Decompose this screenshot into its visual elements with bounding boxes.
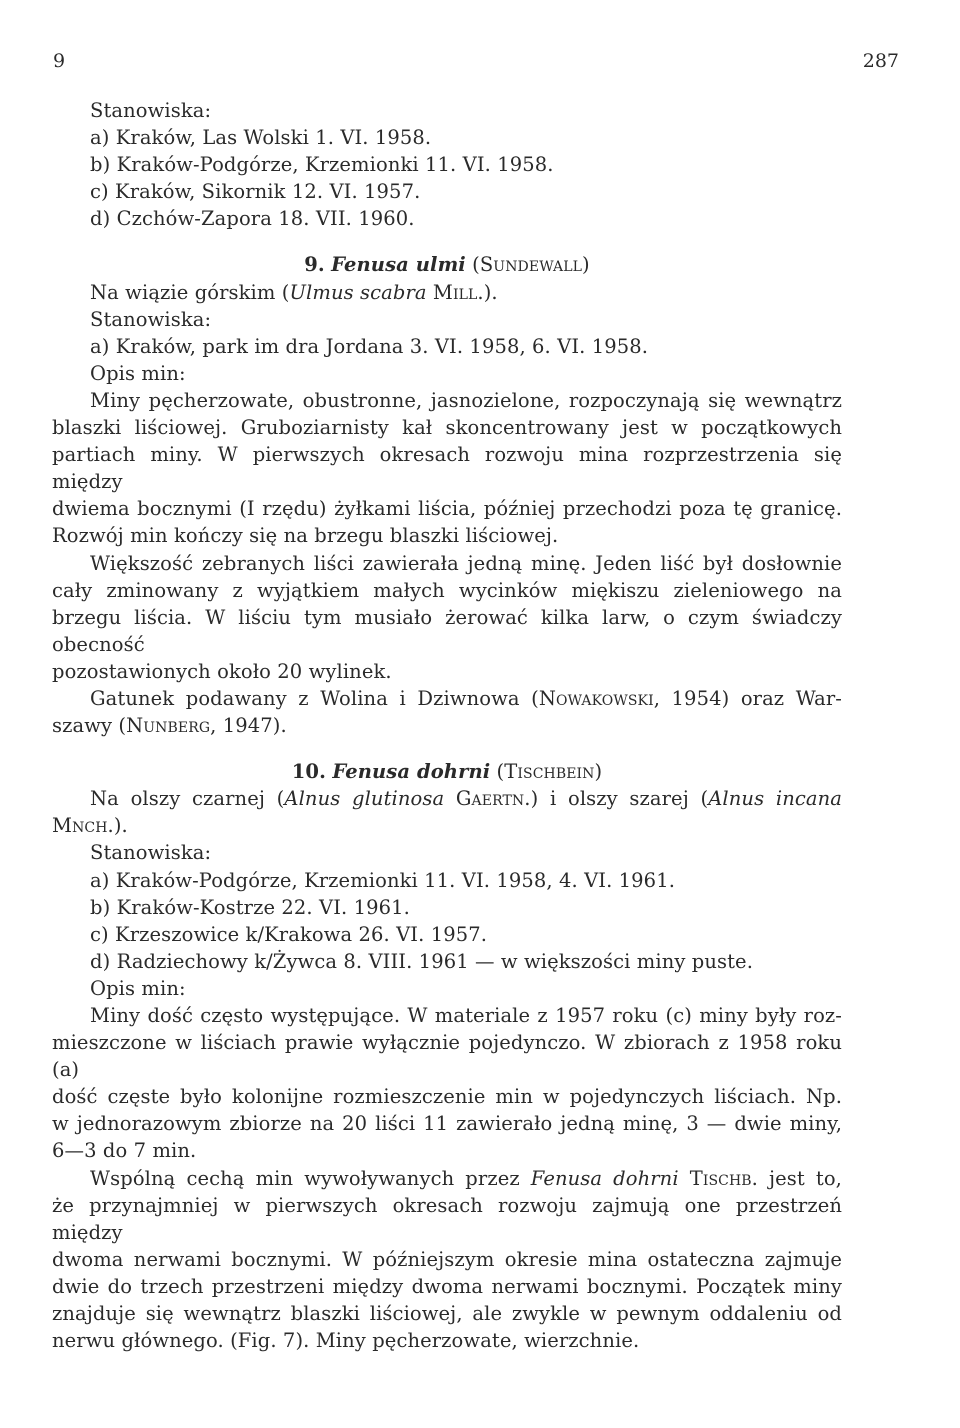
species-author: Sundewall bbox=[479, 253, 582, 277]
locality-item: b) Kraków-Kostrze 22. VI. 1961. bbox=[90, 895, 410, 919]
paragraph-line bbox=[52, 712, 842, 739]
host-author: Mnch. bbox=[52, 814, 114, 838]
text-run: , 1947). bbox=[210, 714, 287, 738]
host-text: Na wiązie górskim ( bbox=[90, 280, 290, 304]
paragraph-line: znajduje się wewnątrz blaszki liściowej, ale zwykle w pewnym oddaleniu od bbox=[52, 1302, 842, 1326]
opis-label: Opis min: bbox=[90, 361, 186, 385]
paragraph-line: Miny dość często występujące. W materiale z 1957 roku (c) miny były roz- bbox=[90, 1004, 842, 1027]
locality-item: c) Krzeszowice k/Krakowa 26. VI. 1957. bbox=[90, 922, 488, 946]
stanowiska-label: Stanowiska: bbox=[90, 307, 212, 331]
host-text: Na olszy czarnej ( bbox=[90, 787, 285, 811]
author-paren-close: ) bbox=[582, 253, 590, 277]
citation-author: Nunberg bbox=[126, 714, 211, 738]
locality-item: a) Kraków-Podgórze, Krzemionki 11. VI. 1958, 4. VI. 1961. bbox=[90, 868, 675, 892]
paragraph-line: że przynajmniej w pierwszych okresach rozwoju zajmują one przestrzeń między bbox=[52, 1193, 842, 1244]
host-plant-line bbox=[52, 785, 842, 812]
paragraph-line: dwoma nerwami bocznymi. W późniejszym okresie mina ostateczna zajmuje bbox=[52, 1247, 842, 1271]
species-name-inline: Fenusa dohrni bbox=[530, 1166, 679, 1190]
host-latin-name: Ulmus scabra bbox=[289, 280, 427, 304]
paragraph-line: 6—3 do 7 min. bbox=[52, 1139, 197, 1163]
text-run: , 1954) oraz War- bbox=[653, 686, 842, 710]
host-author: Gaertn. bbox=[444, 787, 531, 811]
author-paren-open: ( bbox=[472, 253, 480, 277]
host-text: ) i olszy szarej ( bbox=[530, 787, 709, 811]
species-author-inline: Tischb. bbox=[678, 1166, 758, 1190]
paragraph-line: dwie do trzech przestrzeni między dwoma nerwami bocznymi. Początek miny bbox=[52, 1274, 842, 1298]
species-name: Fenusa ulmi bbox=[331, 253, 466, 277]
locality-item: d) Radziechowy k/Żywca 8. VIII. 1961 — w większości miny puste. bbox=[90, 949, 753, 973]
opis-label: Opis min: bbox=[90, 976, 186, 1000]
host-latin-name: Alnus glutinosa bbox=[284, 787, 445, 811]
paragraph-line: blaszki liściowej. Gruboziarnisty kał skoncentrowany jest w początkowych bbox=[52, 416, 842, 440]
paragraph-line: Większość zebranych liści zawierała jedną minę. Jeden liść był dosłownie bbox=[90, 551, 842, 575]
page-section-number: 9 bbox=[53, 50, 66, 72]
paragraph-line: Miny pęcherzowate, obustronne, jasnozielone, rozpoczynają się wewnątrz bbox=[90, 388, 842, 412]
host-plant-line bbox=[52, 812, 842, 839]
author-paren-close: ) bbox=[594, 760, 603, 784]
species-number: 9. bbox=[304, 253, 325, 277]
host-suffix: ). bbox=[113, 814, 128, 838]
locality-item: a) Kraków, park im dra Jordana 3. VI. 1958, 6. VI. 1958. bbox=[90, 334, 649, 358]
paragraph-line: partiach miny. W pierwszych okresach rozwoju mina rozprzestrzenia się między bbox=[52, 443, 842, 494]
text-run: jest to, bbox=[757, 1166, 842, 1190]
locality-item: c) Kraków, Sikornik 12. VI. 1957. bbox=[90, 180, 421, 204]
locality-item: b) Kraków-Podgórze, Krzemionki 11. VI. 1958. bbox=[90, 153, 554, 177]
paragraph-line bbox=[52, 1165, 842, 1192]
stanowiska-label: Stanowiska: bbox=[90, 841, 212, 865]
paragraph-line: pozostawionych około 20 wylinek. bbox=[52, 659, 392, 683]
host-suffix: ). bbox=[483, 280, 498, 304]
citation-author: Nowakowski bbox=[538, 686, 654, 710]
host-author: Mill. bbox=[426, 280, 484, 304]
paragraph-line: cały zminowany z wyjątkiem małych wycinków miękiszu zieleniowego na bbox=[52, 578, 842, 602]
paragraph-line: dwiema bocznymi (I rzędu) żyłkami liścia, później przechodzi poza tę granicę. bbox=[52, 497, 842, 521]
text-run: Gatunek podawany z Wolina i Dziwnowa ( bbox=[90, 686, 539, 710]
species-heading bbox=[52, 758, 842, 785]
locality-item: d) Czchów-Zapora 18. VII. 1960. bbox=[90, 207, 415, 231]
paragraph-line: w jednorazowym zbiorze na 20 liści 11 zawierało jedną minę, 3 — dwie miny, bbox=[52, 1112, 842, 1136]
paragraph-line bbox=[52, 685, 842, 712]
paragraph-line: mieszczone w liściach prawie wyłącznie pojedynczo. W zbiorach z 1958 roku (a) bbox=[52, 1031, 842, 1082]
species-author: Tischbein bbox=[504, 760, 595, 784]
author-paren-open: ( bbox=[496, 760, 505, 784]
stanowiska-label: Stanowiska: bbox=[90, 99, 212, 122]
host-plant-line bbox=[52, 279, 842, 306]
species-name: Fenusa dohrni bbox=[332, 760, 491, 784]
text-run: szawy ( bbox=[52, 714, 127, 738]
text-run: Wspólną cechą min wywoływanych przez bbox=[90, 1166, 531, 1190]
paragraph-line: nerwu głównego. (Fig. 7). Miny pęcherzowate, wierzchnie. bbox=[52, 1329, 640, 1353]
paragraph-line: brzegu liścia. W liściu tym musiało żerować kilka larw, o czym świadczy obecność bbox=[52, 605, 842, 656]
paragraph-line: dość częste było kolonijne rozmieszczenie min w pojedynczych liściach. Np. bbox=[52, 1085, 842, 1109]
species-heading bbox=[52, 251, 842, 278]
paragraph-line: Rozwój min kończy się na brzegu blaszki liściowej. bbox=[52, 524, 559, 548]
body-text bbox=[52, 97, 842, 1354]
host-latin-name: Alnus incana bbox=[708, 787, 842, 811]
locality-item: a) Kraków, Las Wolski 1. VI. 1958. bbox=[90, 126, 432, 150]
species-number: 10. bbox=[291, 760, 326, 784]
page-number: 287 bbox=[862, 50, 899, 72]
